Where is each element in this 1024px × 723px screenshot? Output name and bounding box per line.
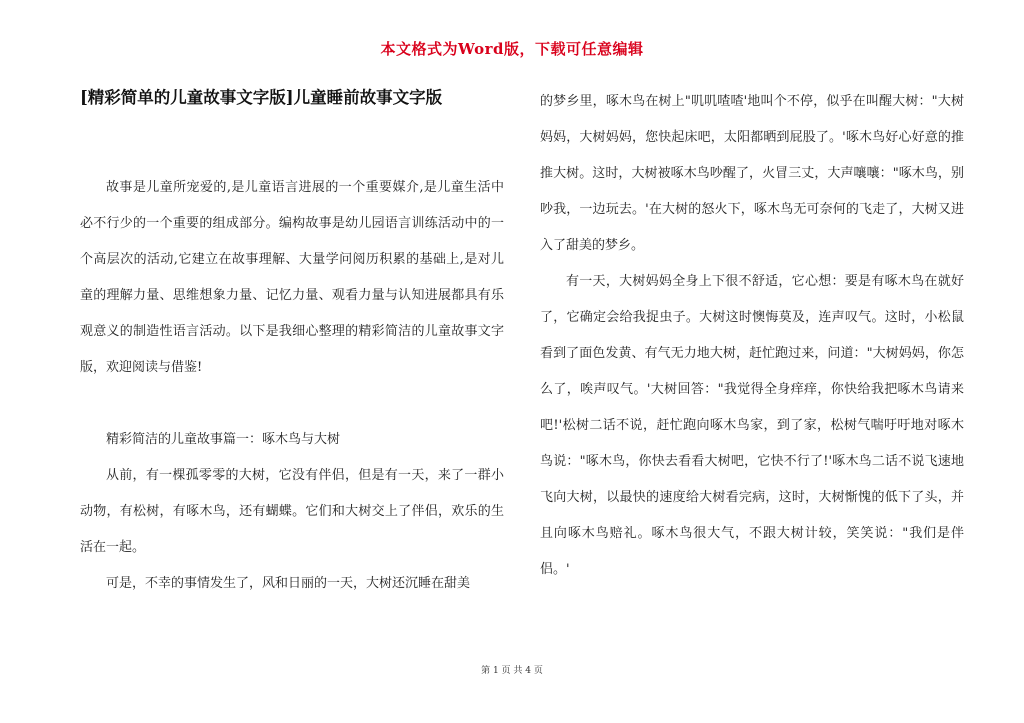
- page-number-footer: 第 1 页 共 4 页: [481, 666, 543, 676]
- right-column: [540, 84, 964, 588]
- word-format-banner: 本文格式为Word版，下载可任意编辑: [380, 40, 644, 58]
- story-paragraph-1: 从前，有一棵孤零零的大树，它没有伴侣，但是有一天，来了一群小动物，有松树，有啄木鸟，还有蝴蝶。它们和大树交上了伴侣，欢乐的生活在一起。: [80, 468, 504, 555]
- left-column: [80, 86, 504, 602]
- story-paragraph-continued: 的梦乡里，啄木鸟在树上"叽叽喳喳'地叫个不停，似乎在叫醒大树："大树妈妈，大树妈妈，您快起床吧，太阳都晒到屁股了。'啄木鸟好心好意的推推大树。这时，大树被啄木鸟吵醒了，火冒三丈，大声嚷嚷："啄木鸟，别吵我，一边玩去。'在大树的怒火下，啄木鸟无可奈何的飞走了，大树又进入了甜美的梦乡。: [540, 94, 964, 253]
- section-heading: 精彩简洁的儿童故事篇一：啄木鸟与大树: [106, 432, 341, 447]
- story-paragraph-2: 可是，不幸的事情发生了，风和日丽的一天，大树还沉睡在甜美: [106, 576, 471, 591]
- intro-paragraph: 故事是儿童所宠爱的,是儿童语言进展的一个重要媒介,是儿童生活中必不行少的一个重要的组成部分。编构故事是幼儿园语言训练活动中的一个高层次的活动,它建立在故事理解、大量学问阅历积累的基础上,是对儿童的理解力量、思维想象力量、记忆力量、观看力量与认知进展都具有乐观意义的制造性语言活动。以下是我细心整理的精彩简洁的儿童故事文字版，欢迎阅读与借鉴!: [80, 180, 504, 375]
- document-title: [精彩简单的儿童故事文字版]儿童睡前故事文字版: [80, 88, 443, 107]
- story-paragraph-3: 有一天，大树妈妈全身上下很不舒适，它心想：要是有啄木鸟在就好了，它确定会给我捉虫子。大树这时懊悔莫及，连声叹气。这时，小松鼠看到了面色发黄、有气无力地大树，赶忙跑过来，问道："大树妈妈，你怎么了，唉声叹气。'大树回答："我觉得全身痒痒，你快给我把啄木鸟请来吧!'松树二话不说，赶忙跑向啄木鸟家，到了家，松树气喘吁吁地对啄木鸟说："啄木鸟，你快去看看大树吧，它快不行了!'啄木鸟二话不说飞速地飞向大树，以最快的速度给大树看完病，这时，大树惭愧的低下了头，并且向啄木鸟赔礼。啄木鸟很大气，不跟大树计较，笑笑说："我们是伴侣。': [540, 274, 964, 577]
